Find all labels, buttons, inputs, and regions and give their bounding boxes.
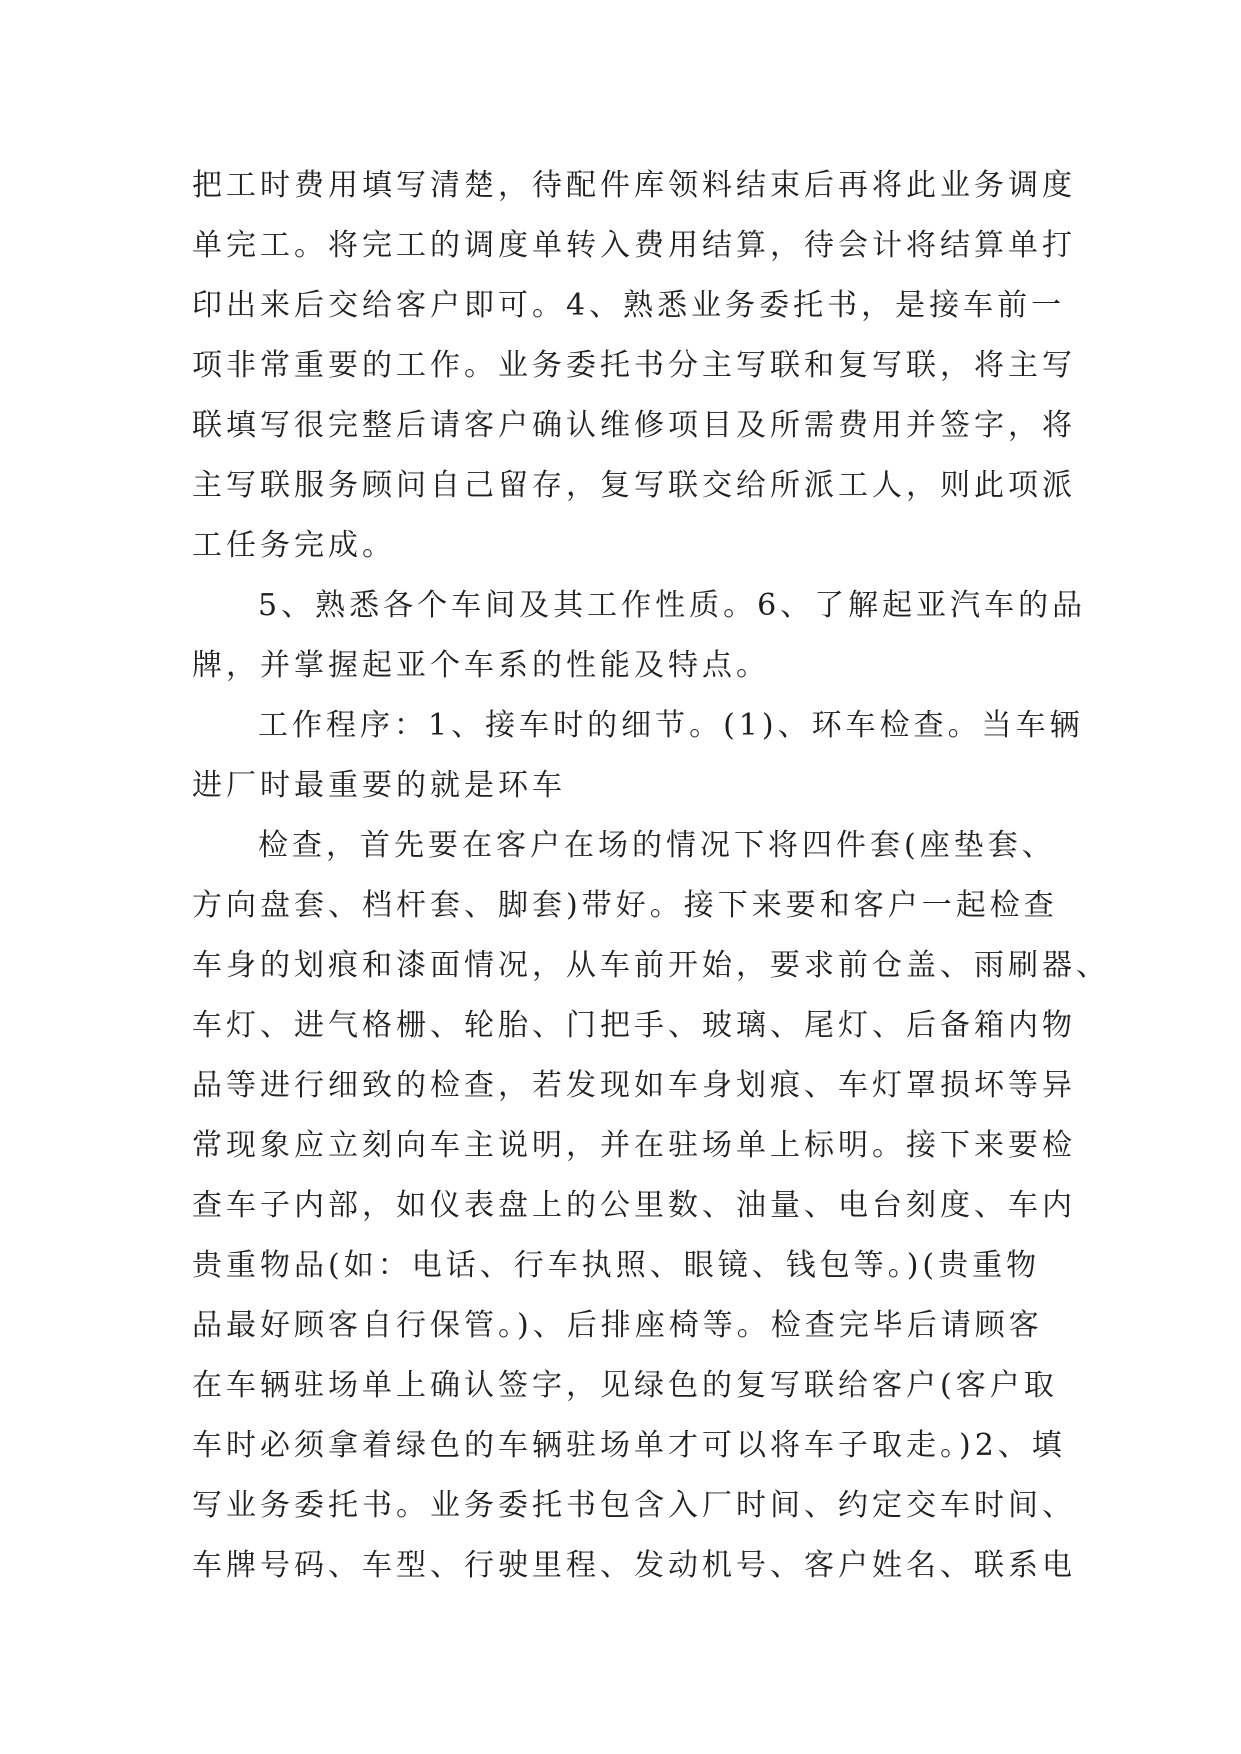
text-line: 品最好顾客自行保管。)、后排座椅等。检查完毕后请顾客: [192, 1308, 1043, 1343]
body-text: [192, 156, 1110, 1596]
text-line: 牌，并掌握起亚个车系的性能及特点。: [192, 648, 770, 683]
text-line: 检查，首先要在客户在场的情况下将四件套(座垫套、: [258, 828, 1056, 863]
text-line: 在车辆驻场单上确认签字，见绿色的复写联给客户(客户取: [192, 1368, 1058, 1403]
text-line: 车灯、进气格栅、轮胎、门把手、玻璃、尾灯、后备箱内物: [192, 1008, 1076, 1043]
text-line: 车牌号码、车型、行驶里程、发动机号、客户姓名、联系电: [192, 1548, 1076, 1583]
text-line: 联填写很完整后请客户确认维修项目及所需费用并签字，将: [192, 408, 1076, 443]
text-line: 品等进行细致的检查，若发现如车身划痕、车灯罩损坏等异: [192, 1068, 1076, 1103]
text-line: 查车子内部，如仪表盘上的公里数、油量、电台刻度、车内: [192, 1188, 1076, 1223]
text-line: 常现象应立刻向车主说明，并在驻场单上标明。接下来要检: [192, 1128, 1076, 1163]
text-line: 车时必须拿着绿色的车辆驻场单才可以将车子取走。)2、填: [192, 1428, 1066, 1463]
text-line: 印出来后交给客户即可。4、熟悉业务委托书，是接车前一: [192, 288, 1066, 323]
text-line: 车身的划痕和漆面情况，从车前开始，要求前仓盖、雨刷器、: [192, 948, 1110, 983]
text-line: 单完工。将完工的调度单转入费用结算，待会计将结算单打: [192, 228, 1076, 263]
text-line: 方向盘套、档杆套、脚套)带好。接下来要和客户一起检查: [192, 888, 1058, 923]
text-line: 进厂时最重要的就是环车: [192, 768, 566, 803]
text-line: 把工时费用填写清楚，待配件库领料结束后再将此业务调度: [192, 168, 1076, 203]
text-line: 贵重物品(如：电话、行车执照、眼镜、钱包等。)(贵重物: [192, 1248, 1041, 1283]
text-line: 工作程序：1、接车时的细节。(1)、环车检查。当车辆: [258, 708, 1084, 743]
text-line: 5、熟悉各个车间及其工作性质。6、了解起亚汽车的品: [258, 588, 1087, 623]
text-line: 主写联服务顾问自己留存，复写联交给所派工人，则此项派: [192, 468, 1076, 503]
text-line: 写业务委托书。业务委托书包含入厂时间、约定交车时间、: [192, 1488, 1076, 1523]
text-line: 项非常重要的工作。业务委托书分主写联和复写联，将主写: [192, 348, 1076, 383]
text-line: 工任务完成。: [192, 528, 396, 563]
